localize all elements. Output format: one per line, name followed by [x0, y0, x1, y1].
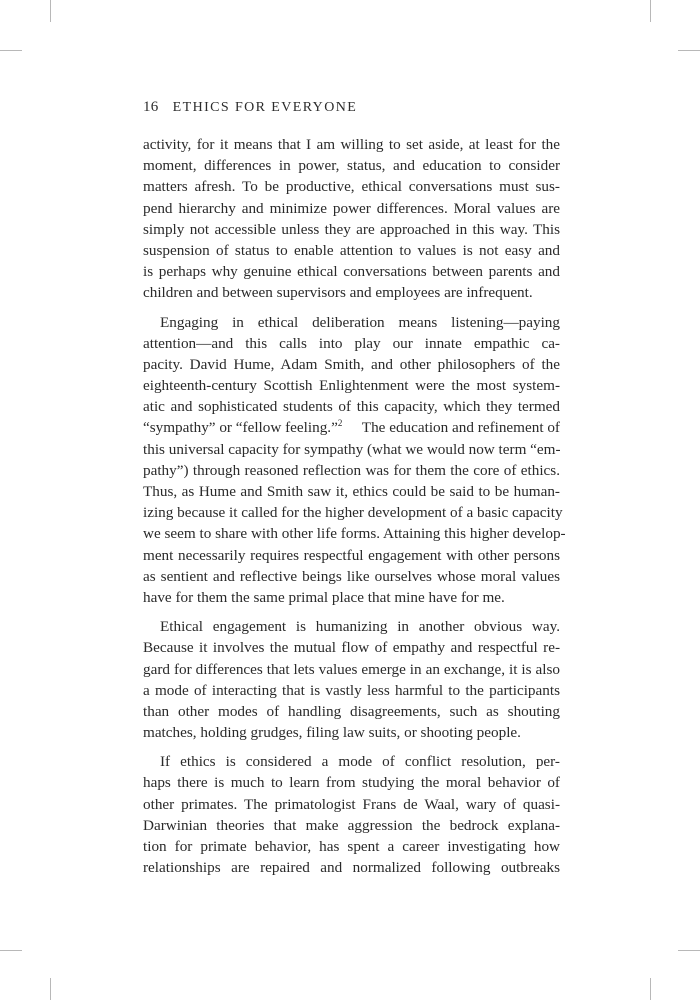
- footnote-ref[interactable]: 2: [337, 418, 343, 429]
- paragraph-3: [143, 616, 560, 743]
- body-text: [143, 134, 566, 878]
- running-title: ETHICS FOR EVERYONE: [172, 100, 358, 115]
- paragraph-gap: [143, 608, 560, 616]
- text-line: a mode of interacting that is vastly less harmful to the participants: [143, 681, 560, 699]
- text-line: is perhaps why genuine ethical conversations between parents and: [143, 263, 560, 281]
- crop-mark: [50, 0, 51, 22]
- paragraph-1: [143, 134, 560, 304]
- crop-mark: [50, 978, 51, 1000]
- text-line: izing because it called for the higher development of a basic capacity: [143, 504, 563, 522]
- text-line: ment necessarily requires respectful engagement with other persons: [143, 546, 560, 564]
- text-line: [143, 417, 560, 438]
- text-line: than other modes of handling disagreements, such as shouting: [143, 702, 560, 720]
- text-line: gard for differences that lets values emerge in an exchange, it is also: [143, 660, 560, 678]
- crop-mark: [650, 0, 651, 22]
- text-line: Ethical engagement is humanizing in another obvious way.: [160, 618, 560, 636]
- text-fragment: The education and refinement of: [361, 419, 560, 437]
- running-head: [143, 99, 357, 116]
- text-line: pend hierarchy and minimize power differences. Moral values are: [143, 199, 560, 217]
- text-line: moment, differences in power, status, and education to consider: [143, 157, 560, 175]
- text-line: Thus, as Hume and Smith saw it, ethics could be said to be human-: [143, 483, 560, 500]
- page-number: 16: [143, 99, 159, 115]
- text-line: Engaging in ethical deliberation means listening—paying: [160, 313, 560, 331]
- paragraph-gap: [143, 743, 560, 751]
- text-line: Because it involves the mutual flow of empathy and respectful re-: [143, 639, 560, 657]
- text-line: attention—and this calls into play our innate empathic ca-: [143, 334, 560, 352]
- text-line: suspension of status to enable attention to values is not easy and: [143, 241, 560, 259]
- paragraph-4: [143, 751, 560, 878]
- crop-mark: [0, 50, 22, 51]
- paragraph-2: [143, 312, 566, 609]
- paragraph-gap: [143, 304, 560, 312]
- text-line: pathy”) through reasoned reflection was for them the core of ethics.: [143, 461, 560, 479]
- text-line: tion for primate behavior, has spent a career investigating how: [143, 838, 560, 855]
- text-line: matters afresh. To be productive, ethical conversations must sus-: [143, 178, 560, 196]
- text-line: eighteenth-century Scottish Enlightenment were the most system-: [143, 377, 560, 395]
- crop-mark: [678, 50, 700, 51]
- text-fragment: “sympathy” or “fellow feeling.”: [143, 419, 338, 437]
- text-line: Darwinian theories that make aggression the bedrock explana-: [143, 816, 560, 834]
- text-line: children and between supervisors and employees are infrequent.: [143, 284, 533, 302]
- text-segment: [143, 417, 342, 438]
- text-line: atic and sophisticated students of this capacity, which they termed: [143, 398, 560, 416]
- crop-mark: [0, 950, 22, 951]
- text-line: activity, for it means that I am willing to set aside, at least for the: [143, 136, 560, 153]
- text-line: If ethics is considered a mode of conflict resolution, per-: [160, 753, 560, 771]
- text-line: pacity. David Hume, Adam Smith, and other philosophers of the: [143, 355, 560, 373]
- text-line: relationships are repaired and normalized following outbreaks: [143, 859, 560, 877]
- text-line: other primates. The primatologist Frans de Waal, wary of quasi-: [143, 795, 560, 813]
- crop-mark: [650, 978, 651, 1000]
- text-line: this universal capacity for sympathy (what we would now term “em-: [143, 440, 561, 458]
- text-line: as sentient and reflective beings like ourselves whose moral values: [143, 567, 560, 585]
- text-line: have for them the same primal place that mine have for me.: [143, 588, 505, 606]
- text-line: matches, holding grudges, filing law suits, or shooting people.: [143, 724, 521, 742]
- text-line: haps there is much to learn from studying the moral behavior of: [143, 774, 560, 792]
- text-line: simply not accessible unless they are approached in this way. This: [143, 220, 560, 238]
- text-line: we seem to share with other life forms. Attaining this higher develop-: [143, 525, 566, 543]
- crop-mark: [678, 950, 700, 951]
